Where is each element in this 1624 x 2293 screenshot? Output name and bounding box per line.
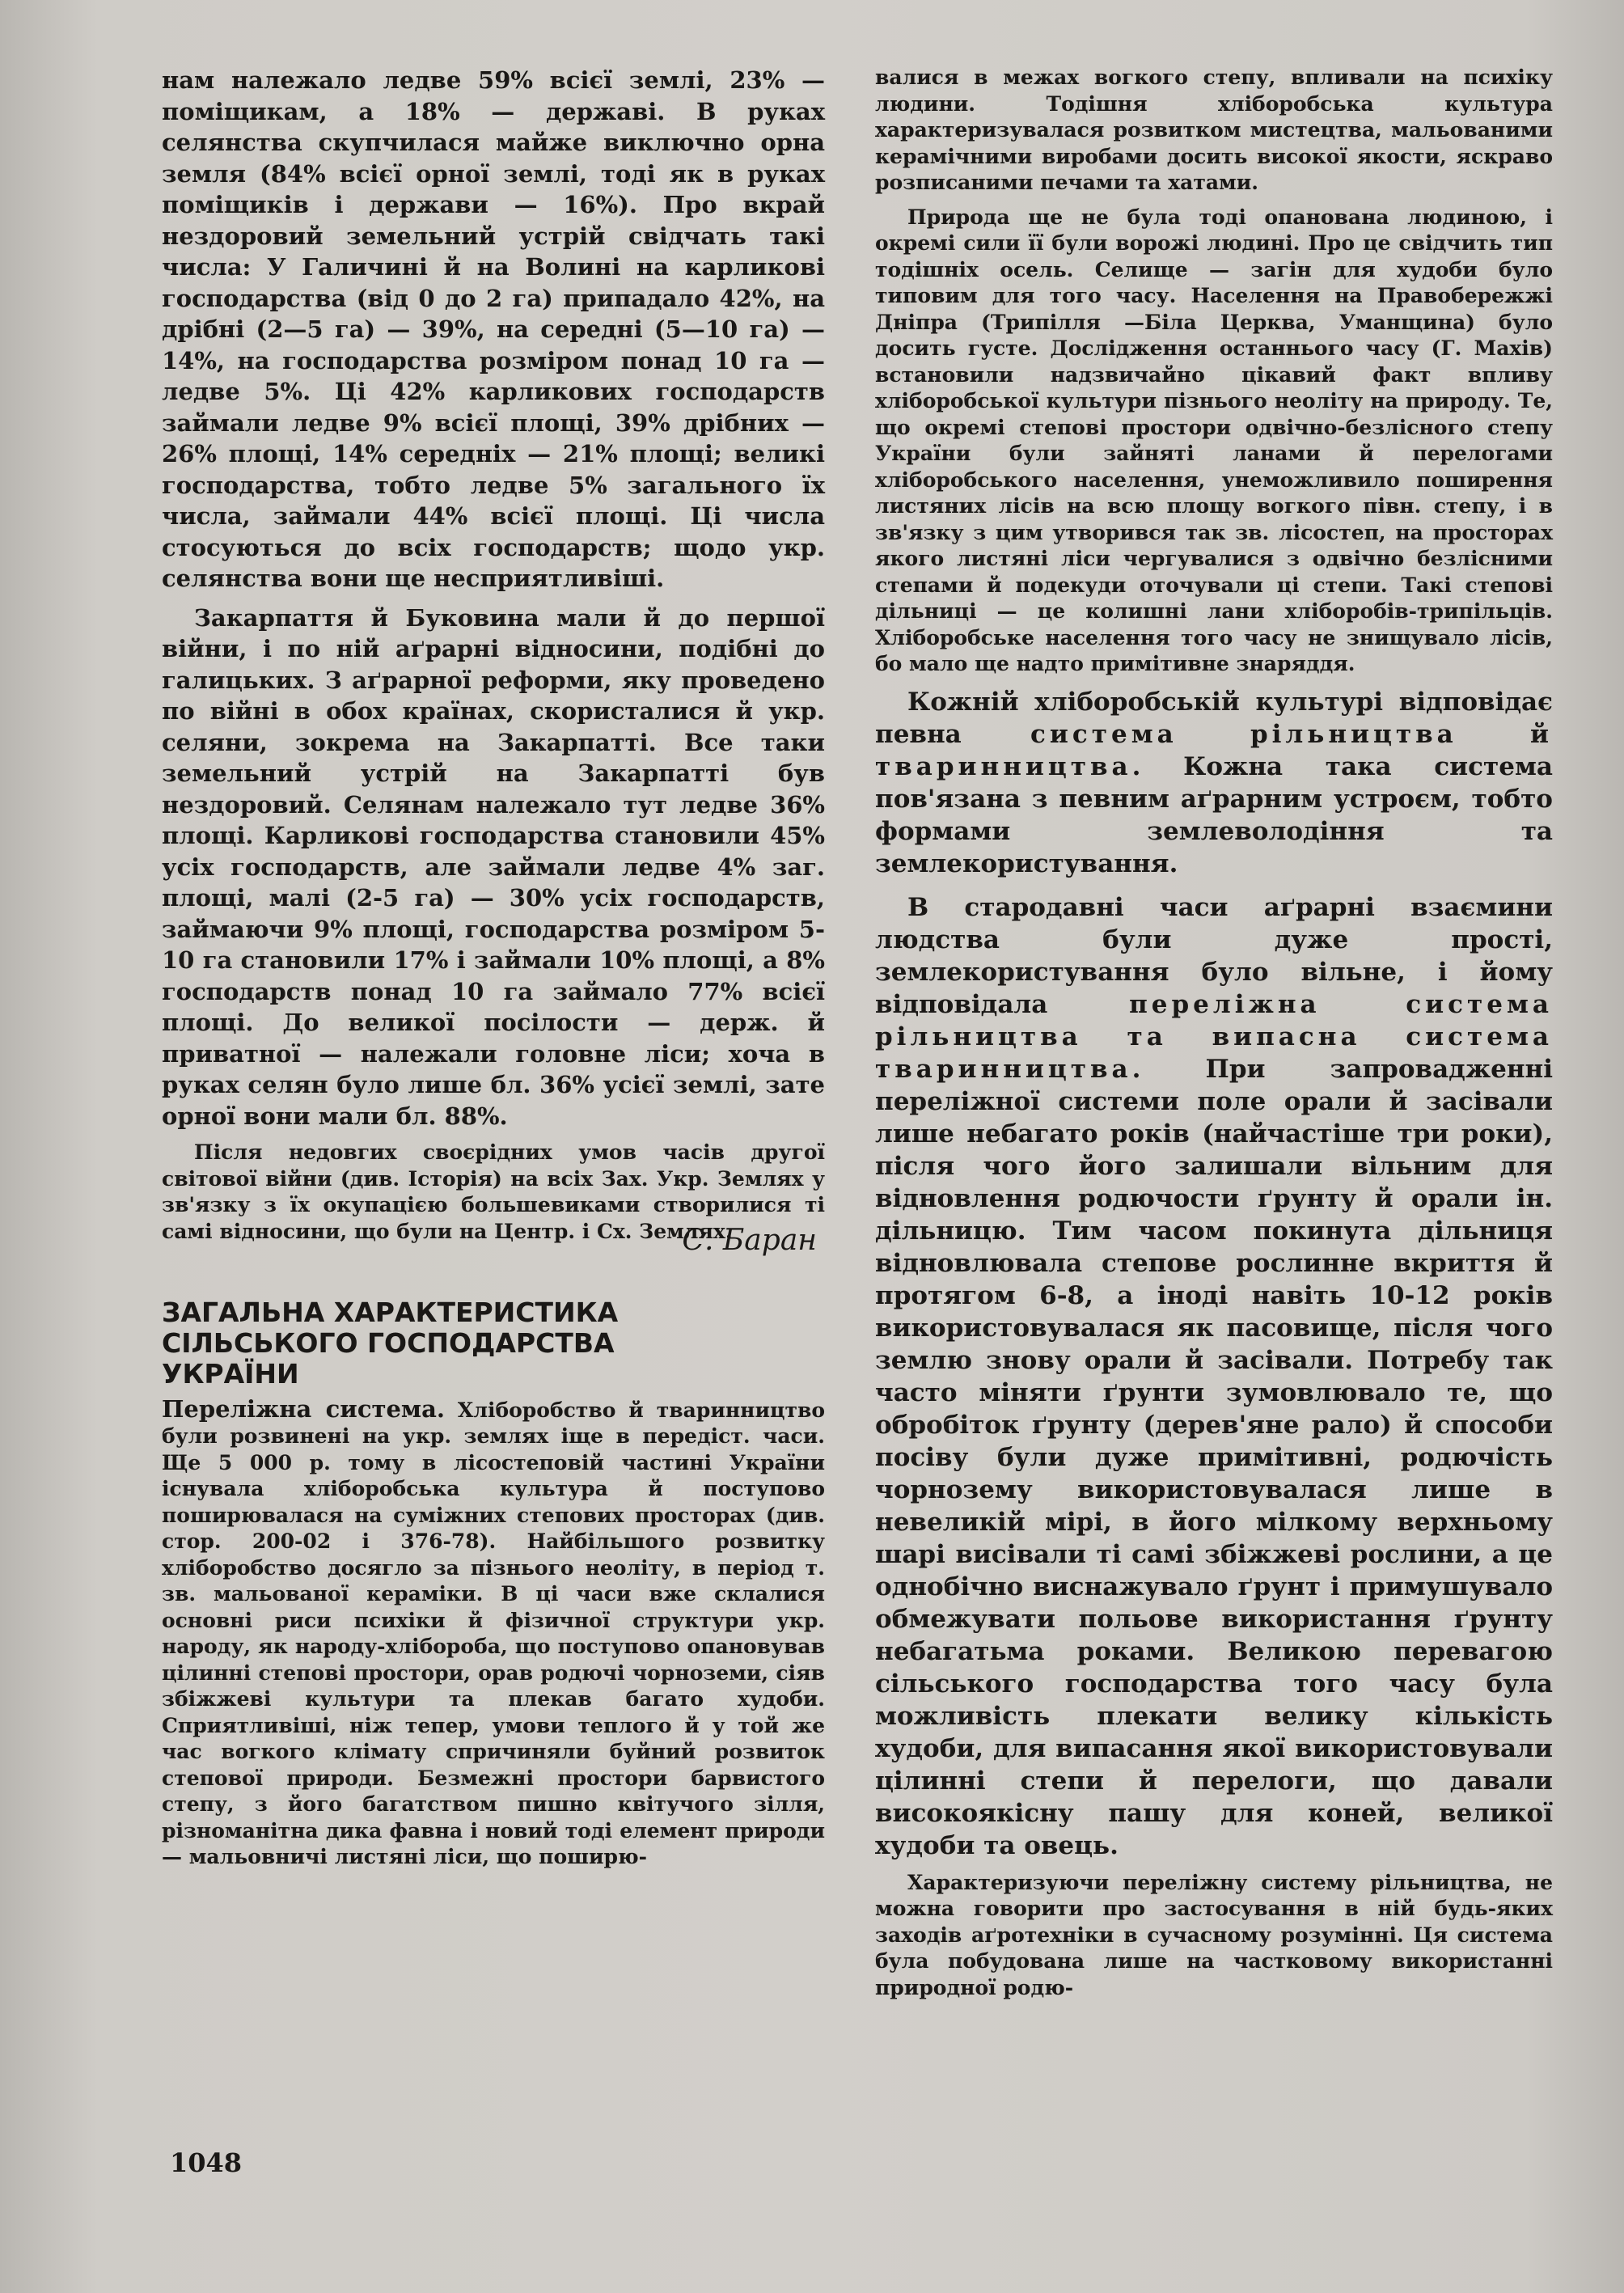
farming-systems-text-c: . Кожна така система пов'язана з певним аґрарним устроєм, тобто формами землеволодіння та землекористування. [875,751,1553,878]
ancient-relations-text-a: В стародавні часи аґрарні взаємини людства були дуже прості, землекористування було вільне, і йому відповідала [875,892,1553,1019]
section-title-line-1: ЗАГАЛЬНА ХАРАКТЕРИСТИКА [162,1296,619,1328]
paragraph-forest-steppe: Природа ще не була тоді опанована людиною, і окремі сили її були ворожі людині. Про це свідчить тип тодішніх осель. Селище — загін для худоби було типовим для того часу. Населення на Правобережжі Дніпра (Трипілля —Біла Церква, Уманщина) було досить густе. Дослідження останнього часу (Г. Махів) встановили надзвичайно цікавий факт впливу хліборобської культури пізнього неоліту на природу. Те, що окремі степові простори одвічно-безлісного степу України були зайняті ланами й перелогами хліборобського населення, унеможливило поширення листяних лісів на всю площу вогкого півн. степу, і в зв'язку з цим утворився так зв. лісостеп, на просторах якого листяні ліси чергувалися з одвічно безлісними степами й подекуди оточували ці степи. Такі степові дільниці — це колишні лани хліборобів-трипільців. Хліборобське населення того часу не знищувало лісів, бо мало ще надто примітивне знаряддя. [875,205,1553,675]
section-title-line-3: УКРАЇНИ [162,1357,299,1390]
farming-systems-text-a: Кожній хліборобській культурі відповідає певна [875,687,1553,749]
paragraph-transcarpathia [162,603,825,1132]
runin-heading-fallow-system: Переліжна система. [162,1394,445,1423]
paragraph-land-distribution: нам належало ледве 59% всієї землі, 23% — поміщикам, а 18% — державі. В руках селянства скупчилася майже виключно орна земля (84% всієї орної землі, тоді як в руках поміщиків і держави — 16%). Про вкрай нездоровий земельний устрій свідчать такі числа: У Галичині й на Волині на карликові господарства (від 0 до 2 га) припадало 42%, на дрібні (2—5 га) — 39%, на середні (5—10 га) — 14%, на господарства розміром понад 10 га — ледве 5%. Ці 42% карликових господарств займали ледве 9% всієї площі, 39% дрібних — 26% площі, 14% середніх — 21% площі; великі господарства, тобто ледве 5% загального їх числа, займали 44% всієї площі. Ці числа стосуються до всіх господарств; щодо укр. селянства вони ще несприятливіші. [162,66,825,592]
section-title-line-2: СІЛЬСЬКОГО ГОСПОДАРСТВА [162,1326,615,1359]
section-title [162,1297,825,1390]
author-signature: С. Баран [682,1224,817,1257]
paragraph-fallow-system-text: Хліборобство й тваринництво були розвинені на укр. землях іще в передіст. часи. Ще 5 000 р. тому в лісостеповій частині України існувала хліборобська культура й поступово поширювалася на суміжних степових просторах (див. стор. 200-02 і 376-78). Найбільшого розвитку хліборобство досягло за пізнього неоліту, в період т. зв. мальованої кераміки. В ці часи вже склалися основні риси психіки й фізичної структури укр. народу, як народу-хлібороба, що поступово опановував цілинні степові простори, орав родючі чорноземи, сіяв збіжжеві культури та плекав багато худоби. Сприятливіші, ніж тепер, умови теплого й у той же час вогкого клімату спричиняли буйний розвиток степової природи. Безмежні простори барвистого степу, з його багатством пишно квітучого зілля, різноманітна дика фавна і новий тоді елемент природи — мальовничі листяні ліси, що поширю- [162,1398,826,1868]
paragraph-wwii-note: Після недовгих своєрідних умов часів другої світової війни (див. Історія) на всіх Зах. Укр. Землях у зв'язку з їх окупацією большевиками створилися ті самі відносини, що були на Центр. і Сх. Землях. [162,1140,825,1243]
ancient-relations-term: переліжна система рільництва та випасна система тваринництва [875,989,1553,1084]
right-column [875,65,1553,2001]
ancient-relations-text-c: . При запровадженні переліжної системи поле орали й засівали лише небагато років (найчастіше три роки), після чого його залишали вільним для відновлення родючости ґрунту й орали ін. дільницю. Тим часом покинута дільниця відновлювала степове рослинне вкриття й протягом 6-8, а іноді навіть 10-12 років використовувалася як пасовище, після чого землю знову орали й засівали. Потребу так часто міняти ґрунти зумовлювало те, що обробіток ґрунту (дерев'яне рало) й способи посіву були дуже примітивні, родючість чорнозему використовувалася лише в невеликій мірі, в його мілкому верхньому шарі висівали ті самі збіжжеві рослини, а це однобічно виснажувало ґрунт і примушувало обмежувати польове використання ґрунту небагатьма роками. Великою перевагою сільського господарства того часу була можливість плекати велику кількість худоби, для випасання якої використовували цілинні степи й перелоги, що давали високоякісну пашу для коней, великої худоби та овець. [875,1054,1553,1860]
page-number: 1048 [170,2147,243,2178]
farming-systems-term: система рільництва й тваринництва [875,719,1553,781]
paragraph-fallow-system [162,1396,825,1871]
paragraph-agrotechnics: Характеризуючи переліжну систему рільництва, не можна говорити про застосування в ній будь-яких заходів аґротехніки в сучасному розумінні. Ця система була побудована лише на частковому використанні природної родю- [875,1870,1553,1999]
runin-heading-transcarpathia: Закарпаття й Буковина [194,603,539,632]
paragraph-ancient-relations [875,891,1553,1862]
paragraph-transcarpathia-text: мали й до першої війни, і по ній аґрарні відносини, подібні до галицьких. З аґрарної реформи, яку проведено по війні в обох країнах, скористалися й укр. селяни, зокрема на Закарпатті. Все таки земельний устрій на Закарпатті був нездоровий. Селянам належало тут ледве 36% площі. Карликові господарства становили 45% усіх господарств, але займали ледве 4% заг. площі, малі (2-5 га) — 30% усіх господарств, займаючи 9% площі, господарства розміром 5-10 га становили 17% і займали 10% площі, а 8% господарств понад 10 га займало 77% всієї площі. До великої посілости — держ. й приватної — належали головне ліси; хоча в руках селян було лише бл. 36% усієї землі, зате орної вони мали бл. 88%. [162,603,825,1130]
paragraph-steppe-culture: валися в межах вогкого степу, впливали на психіку людини. Тодішня хліборобська культура характеризувалася розвитком мистецтва, мальованими керамічними виробами досить високої якости, яскраво розписаними печами та хатами. [875,66,1553,194]
left-column [162,65,825,1871]
paragraph-farming-systems [875,686,1553,880]
